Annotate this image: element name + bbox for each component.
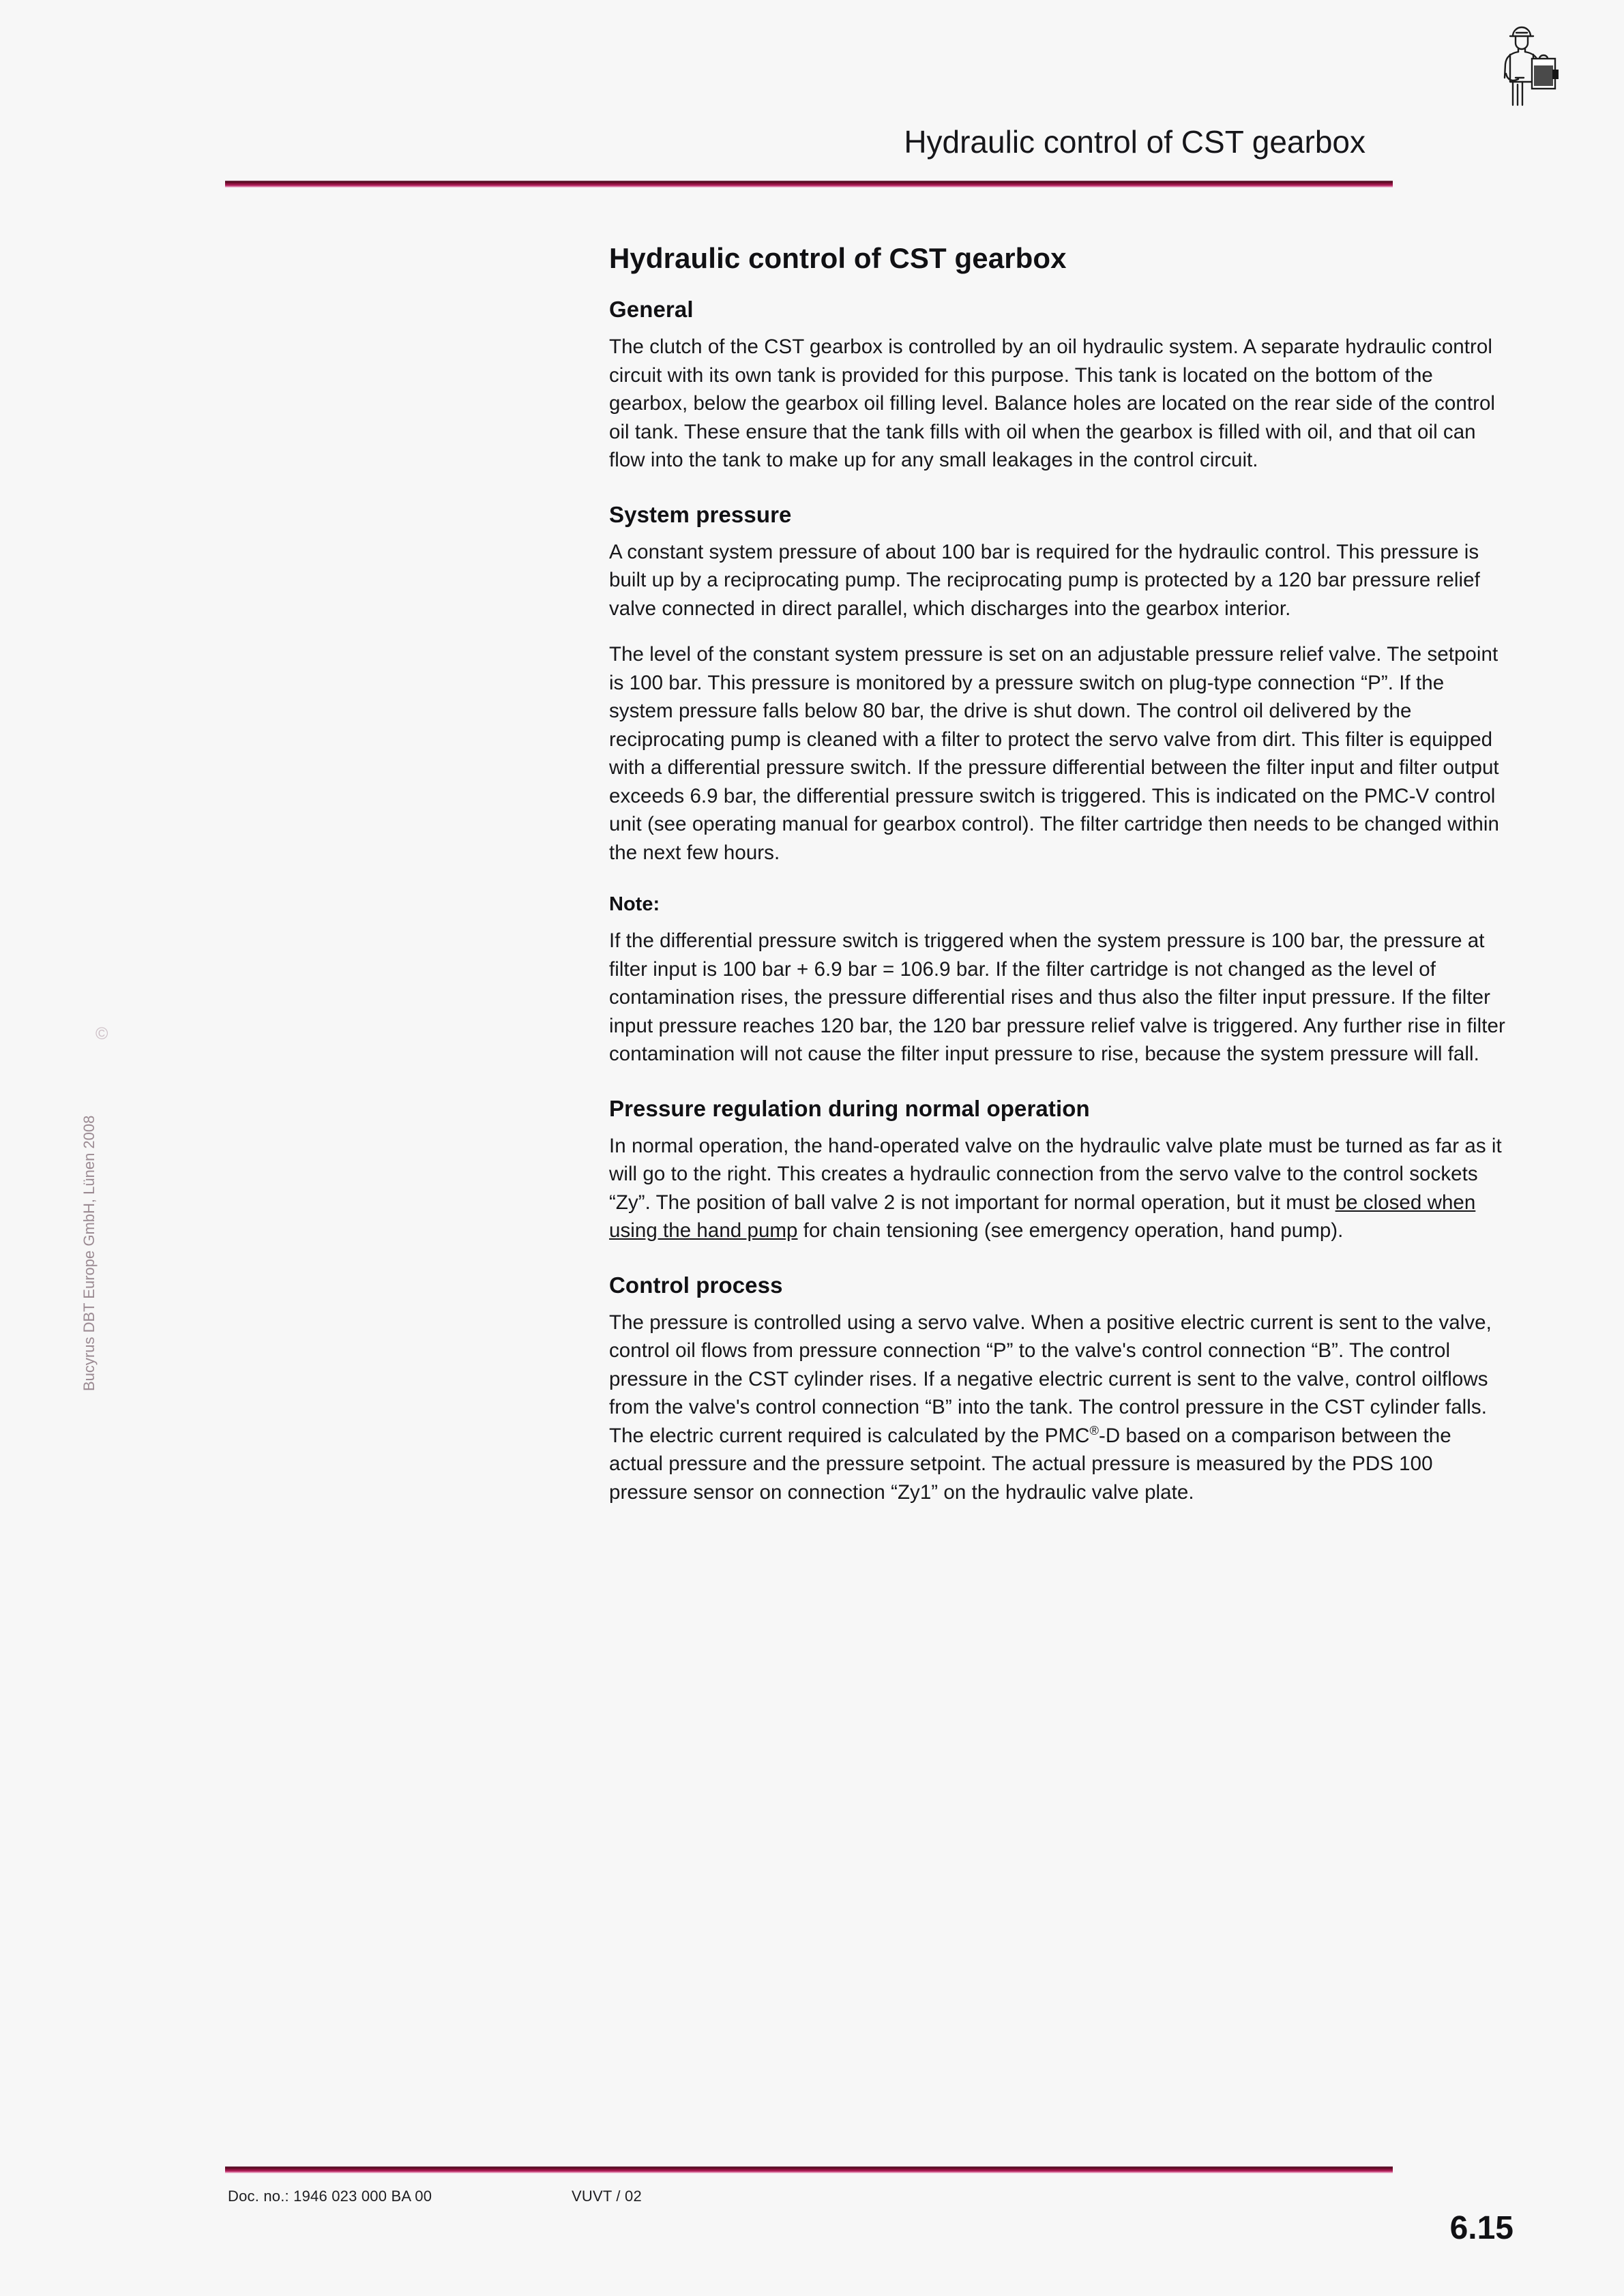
footer-document-number: Doc. no.: 1946 023 000 BA 00	[228, 2188, 432, 2205]
paragraph-underlined-emphasis: be closed when using the hand pump	[609, 1191, 1476, 1242]
worker-with-clipboard-icon	[1495, 19, 1563, 106]
section-heading-control-process: Control process	[609, 1272, 783, 1298]
page-header	[0, 0, 1624, 205]
main-text-column	[609, 242, 1509, 1506]
page-title: Hydraulic control of CST gearbox	[609, 242, 1067, 274]
footer-page-number: 6.15	[1449, 2210, 1514, 2246]
margin-credit-text: Bucyrus DBT Europe GmbH, Lünen 2008	[80, 1115, 98, 1391]
paragraph-general-1: The clutch of the CST gearbox is controlled by an oil hydraulic system. A separate hydraulic control circuit with its own tank is provided for this purpose. This tank is located on the bottom of the gearbox, below the gearbox oil filling level. Balance holes are located on the rear side of the control oil tank. These ensure that the tank fills with oil when the gearbox is filled with oil, and that oil can flow into the tank to make up for any small leakages in the control circuit.	[609, 336, 1496, 471]
section-heading-pressure-regulation: Pressure regulation during normal operation	[609, 1095, 1090, 1121]
registered-trademark-superscript: ®	[1089, 1422, 1099, 1437]
header-divider-rule	[225, 180, 1393, 188]
section-heading-system-pressure: System pressure	[609, 501, 792, 527]
paragraph-text-before-superscript: The pressure is controlled using a servo valve. When a positive electric current is sent to the valve, control oil flows from pressure connection “P” to the valve's control connection “B”. The control pressure in the CST cylinder rises. If a negative electric current is sent to the valve, control oilflows from the valve's control connection “B” into the tank. The control pressure in the CST cylinder falls. The electric current required is calculated by the PMC	[609, 1311, 1492, 1447]
paragraph-system-pressure-2: The level of the constant system pressure is set on an adjustable pressure relief valve. The setpoint is 100 bar. This pressure is monitored by a pressure switch on plug-type connection “P”. If the system pressure falls below 80 bar, the drive is shut down. The control oil delivered by the reciprocating pump is cleaned with a filter to protect the servo valve from dirt. This filter is equipped with a differential pressure switch. If the pressure differential between the filter input and filter output exceeds 6.9 bar, the differential pressure switch is triggered. This is indicated on the PMC-V control unit (see operating manual for gearbox control). The filter cartridge then needs to be changed within the next few hours.	[609, 643, 1499, 864]
paragraph-text-before-underline: In normal operation, the hand-operated valve on the hydraulic valve plate must be turned as far as it will go to the right. This creates a hydraulic connection from the servo valve to the control sockets “Zy”. The position of ball valve 2 is not important for normal operation, but it must	[609, 1134, 1502, 1214]
paragraph-system-pressure-1: A constant system pressure of about 100 bar is required for the hydraulic control. This pressure is built up by a reciprocating pump. The reciprocating pump is protected by a 120 bar pressure relief valve connected in direct parallel, which discharges into the gearbox interior.	[609, 540, 1480, 620]
paragraph-note-1: If the differential pressure switch is triggered when the system pressure is 100 bar, the pressure at filter input is 100 bar + 6.9 bar = 106.9 bar. If the filter cartridge is not changed as the level of contamination rises, the pressure differential rises and thus also the filter input pressure. If the filter input pressure reaches 120 bar, the 120 bar pressure relief valve is triggered. Any further rise in filter contamination will not cause the filter input pressure to rise, because the system pressure will fall.	[609, 929, 1505, 1065]
footer-divider-rule	[225, 2166, 1393, 2173]
footer-revision: VUVT / 02	[572, 2188, 642, 2205]
paragraph-text-after-underline: for chain tensioning (see emergency operation, hand pump).	[797, 1219, 1344, 1242]
paragraph-text-after-superscript: -D based on a comparison between the actual pressure and the pressure setpoint. The actual pressure is measured by the PDS 100 pressure sensor on connection “Zy1” on the hydraulic valve plate.	[609, 1424, 1451, 1504]
note-label: Note:	[609, 893, 660, 915]
paragraph-pressure-regulation-1	[609, 1132, 1509, 1245]
margin-credit-block	[80, 1050, 121, 1405]
section-heading-general: General	[609, 297, 694, 322]
running-header-title: Hydraulic control of CST gearbox	[904, 124, 1365, 160]
copyright-symbol: ©	[95, 1024, 108, 1043]
paragraph-control-process-1	[609, 1309, 1509, 1507]
